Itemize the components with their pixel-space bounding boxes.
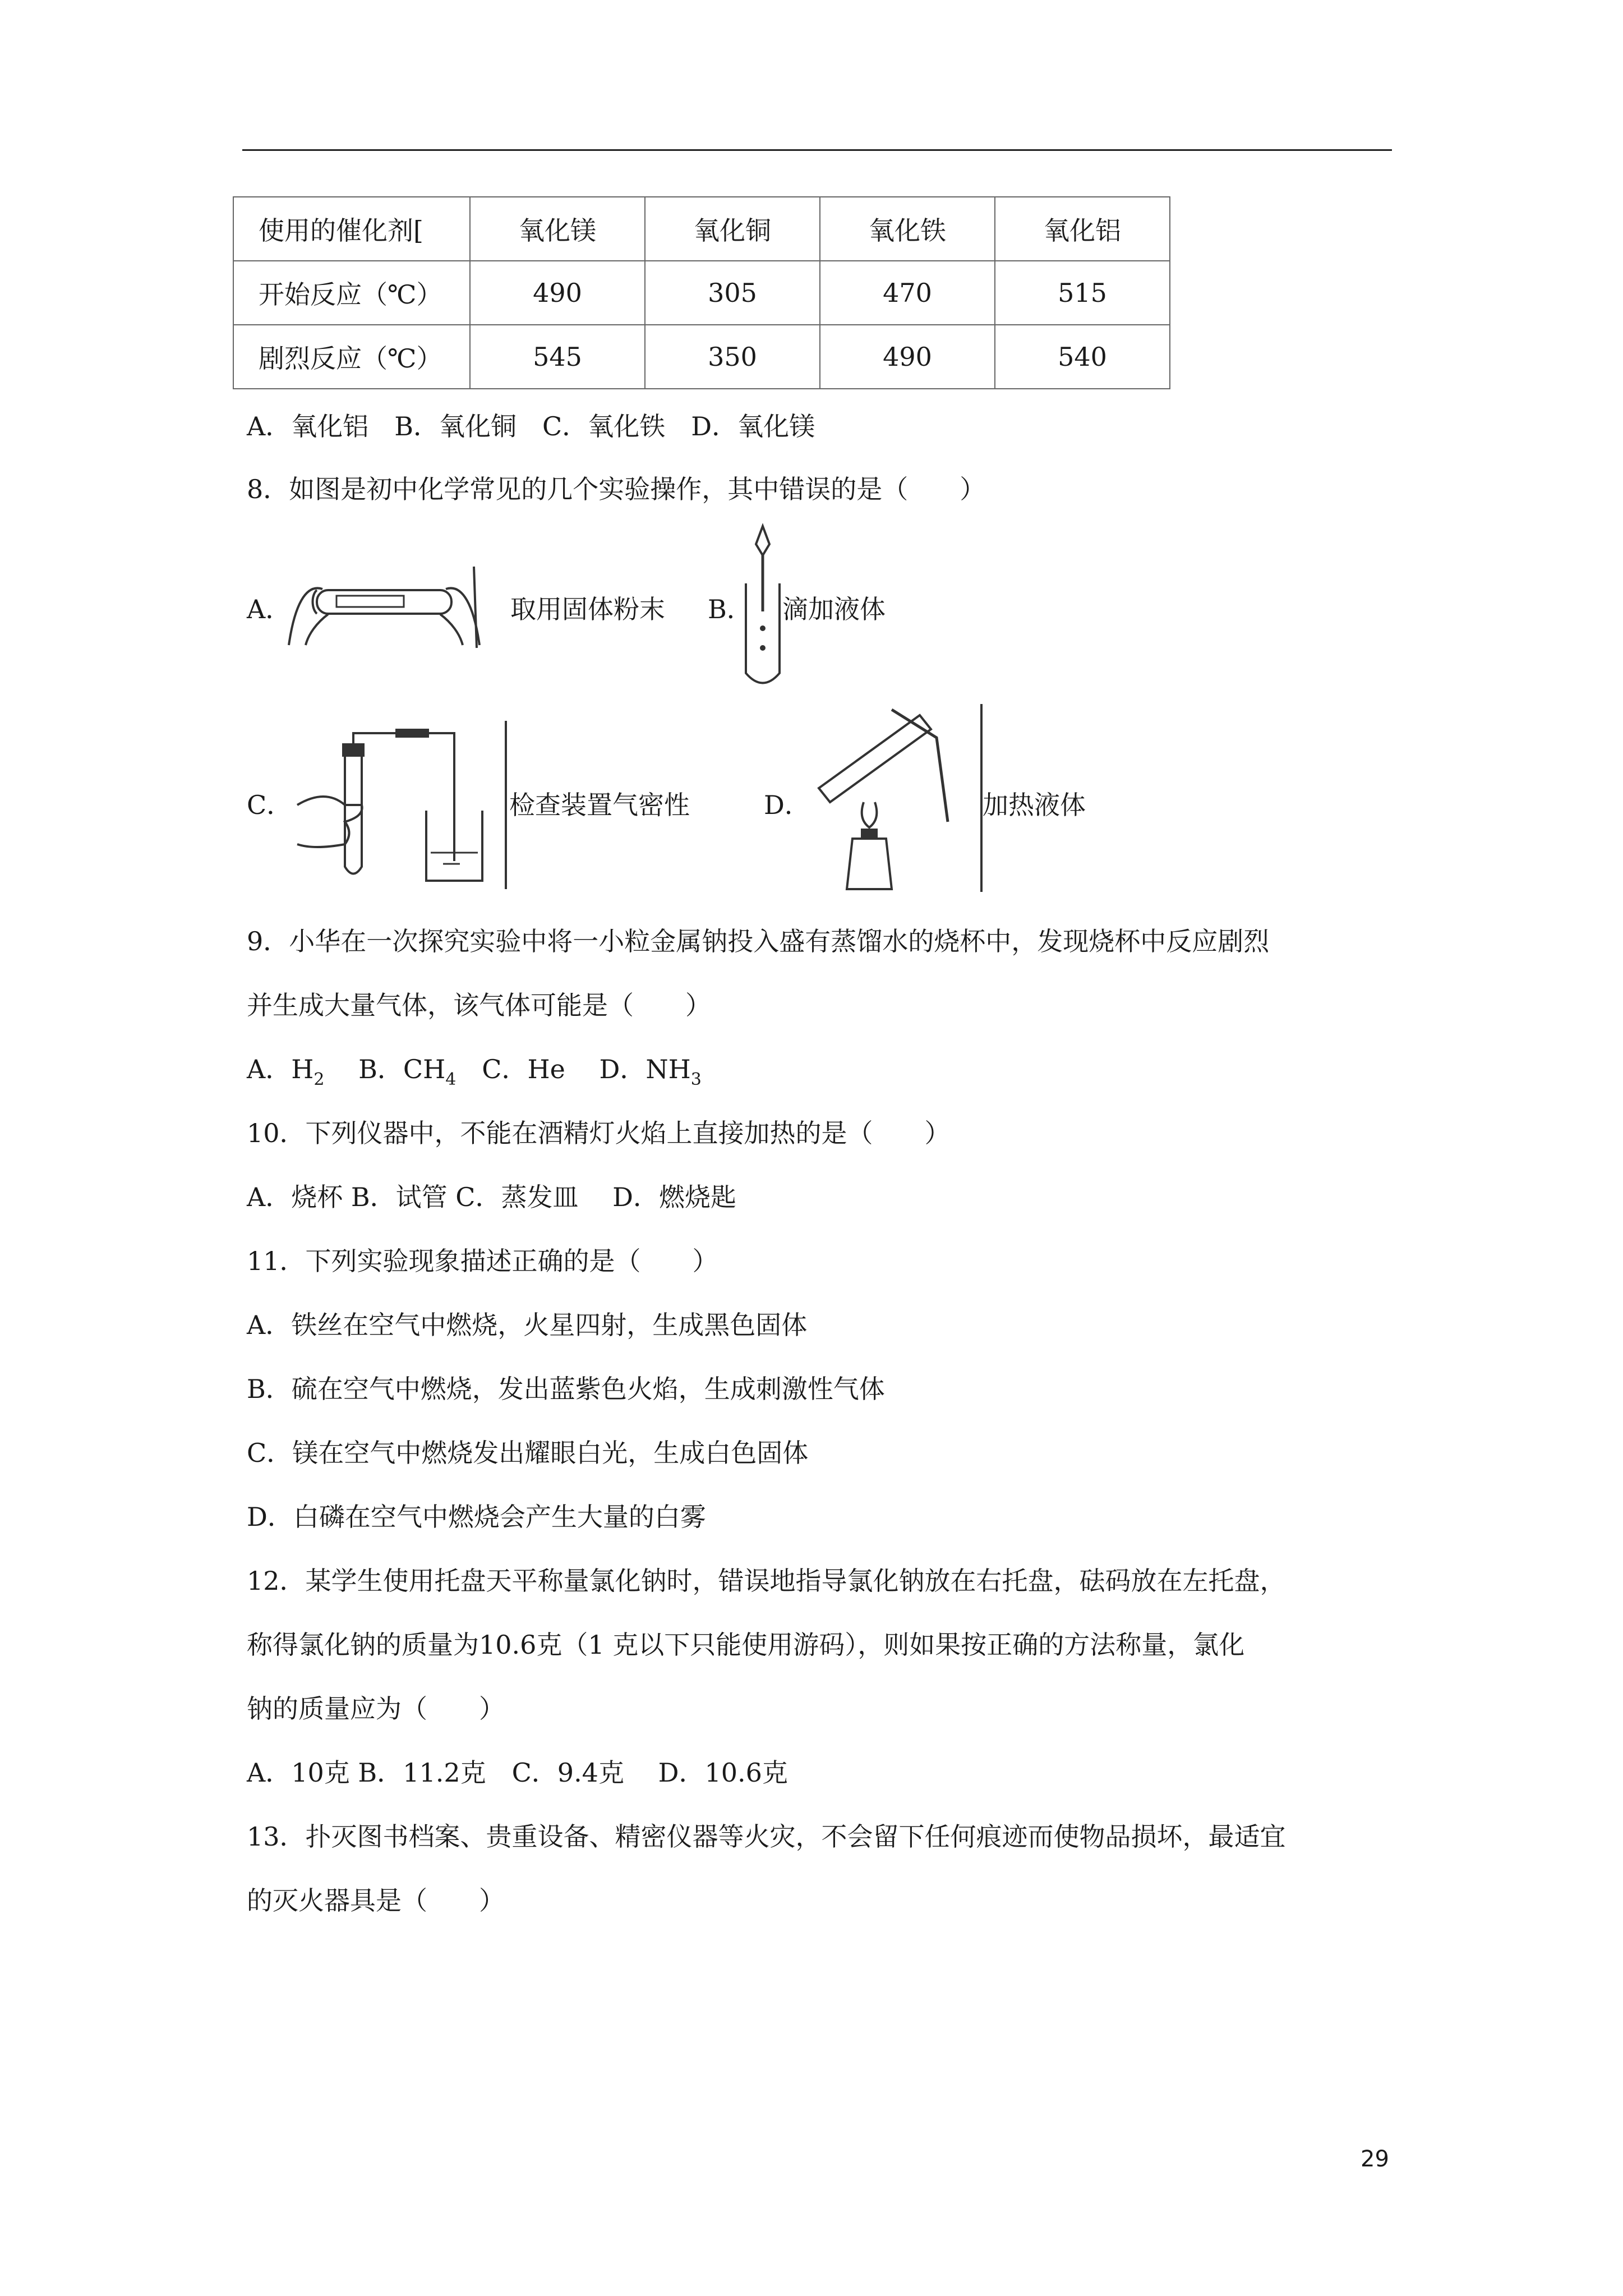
q12-options: A．10克 B．11.2克 C．9.4克 D．10.6克 xyxy=(247,1757,788,1788)
q10-stem: 10．下列仪器中，不能在酒精灯火焰上直接加热的是（ ） xyxy=(247,1118,951,1148)
table-header-cell: 氧化铜 xyxy=(645,197,820,261)
table-cell: 470 xyxy=(820,261,995,325)
q12-line-2: 称得氯化钠的质量为10.6克（1 克以下只能使用游码），则如果按正确的方法称量，氯化 xyxy=(247,1630,1245,1660)
powder-transfer-figure xyxy=(283,555,485,651)
catalyst-table xyxy=(233,196,1170,389)
q8-option-b-letter: B． xyxy=(708,594,753,624)
q13-line-2: 的灭火器具是（ ） xyxy=(247,1885,505,1916)
q10-options: A．烧杯 B．试管 C．蒸发皿 D．燃烧匙 xyxy=(247,1182,736,1212)
table-row xyxy=(233,261,1170,325)
hand-tube-beaker-icon xyxy=(292,721,510,889)
table-cell: 490 xyxy=(820,325,995,389)
q9-option-d-subscript: 3 xyxy=(690,1070,702,1089)
q11-option-c: C．镁在空气中燃烧发出耀眼白光，生成白色固体 xyxy=(247,1438,809,1468)
table-cell: 开始反应（℃） xyxy=(233,261,470,325)
table-row xyxy=(233,197,1170,261)
table-cell: 350 xyxy=(645,325,820,389)
q11-option-b: B．硫在空气中燃烧，发出蓝紫色火焰，生成刺激性气体 xyxy=(247,1374,885,1404)
table-header-cell: 氧化铁 xyxy=(820,197,995,261)
page-number: 29 xyxy=(1361,2146,1389,2172)
airtightness-figure xyxy=(292,721,510,889)
table-header-cell: 使用的催化剂[ xyxy=(233,197,470,261)
alcohol-lamp-test-tube-icon xyxy=(808,704,987,895)
q9-option-b: B．CH xyxy=(358,1054,446,1084)
q9-option-b-subscript: 4 xyxy=(445,1070,457,1089)
q8-stem: 8．如图是初中化学常见的几个实验操作，其中错误的是（ ） xyxy=(247,474,986,504)
q11-option-a: A．铁丝在空气中燃烧，火星四射，生成黑色固体 xyxy=(247,1310,808,1340)
q9-option-d: D．NH xyxy=(599,1054,691,1084)
q8-option-a-text: 取用固体粉末 xyxy=(510,594,665,624)
table-cell: 剧烈反应（℃） xyxy=(233,325,470,389)
table-cell: 515 xyxy=(995,261,1170,325)
dropper-test-tube-icon xyxy=(740,522,785,690)
q8-option-b-text: 滴加液体 xyxy=(782,594,886,624)
table-cell: 305 xyxy=(645,261,820,325)
table-cell: 545 xyxy=(470,325,645,389)
q9-option-a-subscript: 2 xyxy=(313,1070,325,1089)
header-rule xyxy=(242,149,1392,151)
table-header-cell: 氧化铝 xyxy=(995,197,1170,261)
q11-option-d: D．白磷在空气中燃烧会产生大量的白雾 xyxy=(247,1502,706,1532)
table-row xyxy=(233,325,1170,389)
q8-option-c-text: 检查装置气密性 xyxy=(509,790,690,820)
q9-line-2: 并生成大量气体，该气体可能是（ ） xyxy=(247,990,711,1020)
q8-option-a-letter: A． xyxy=(247,594,292,624)
q9-option-a: A．H xyxy=(247,1054,314,1084)
q11-stem: 11．下列实验现象描述正确的是（ ） xyxy=(247,1246,718,1276)
q7-options: A．氧化铝 B．氧化铜 C．氧化铁 D．氧化镁 xyxy=(247,411,815,441)
hands-test-tube-icon xyxy=(283,555,485,651)
q13-line-1: 13．扑灭图书档案、贵重设备、精密仪器等火灾，不会留下任何痕迹而使物品损坏，最适宜 xyxy=(247,1821,1286,1852)
q9-line-1: 9．小华在一次探究实验中将一小粒金属钠投入盛有蒸馏水的烧杯中，发现烧杯中反应剧烈 xyxy=(247,926,1270,956)
q8-option-c-letter: C． xyxy=(247,790,293,820)
q12-line-1: 12．某学生使用托盘天平称量氯化钠时，错误地指导氯化钠放在右托盘，砝码放在左托盘， xyxy=(247,1566,1286,1596)
q9-options xyxy=(247,1052,702,1097)
q9-option-c: C．He xyxy=(482,1054,565,1084)
q8-option-d-text: 加热液体 xyxy=(983,790,1086,820)
table-header-cell: 氧化镁 xyxy=(470,197,645,261)
q12-line-3: 钠的质量应为（ ） xyxy=(247,1694,505,1724)
heating-liquid-figure xyxy=(808,704,987,895)
dropper-figure xyxy=(740,522,785,690)
table-cell: 490 xyxy=(470,261,645,325)
q8-option-d-letter: D． xyxy=(764,790,810,820)
table-cell: 540 xyxy=(995,325,1170,389)
